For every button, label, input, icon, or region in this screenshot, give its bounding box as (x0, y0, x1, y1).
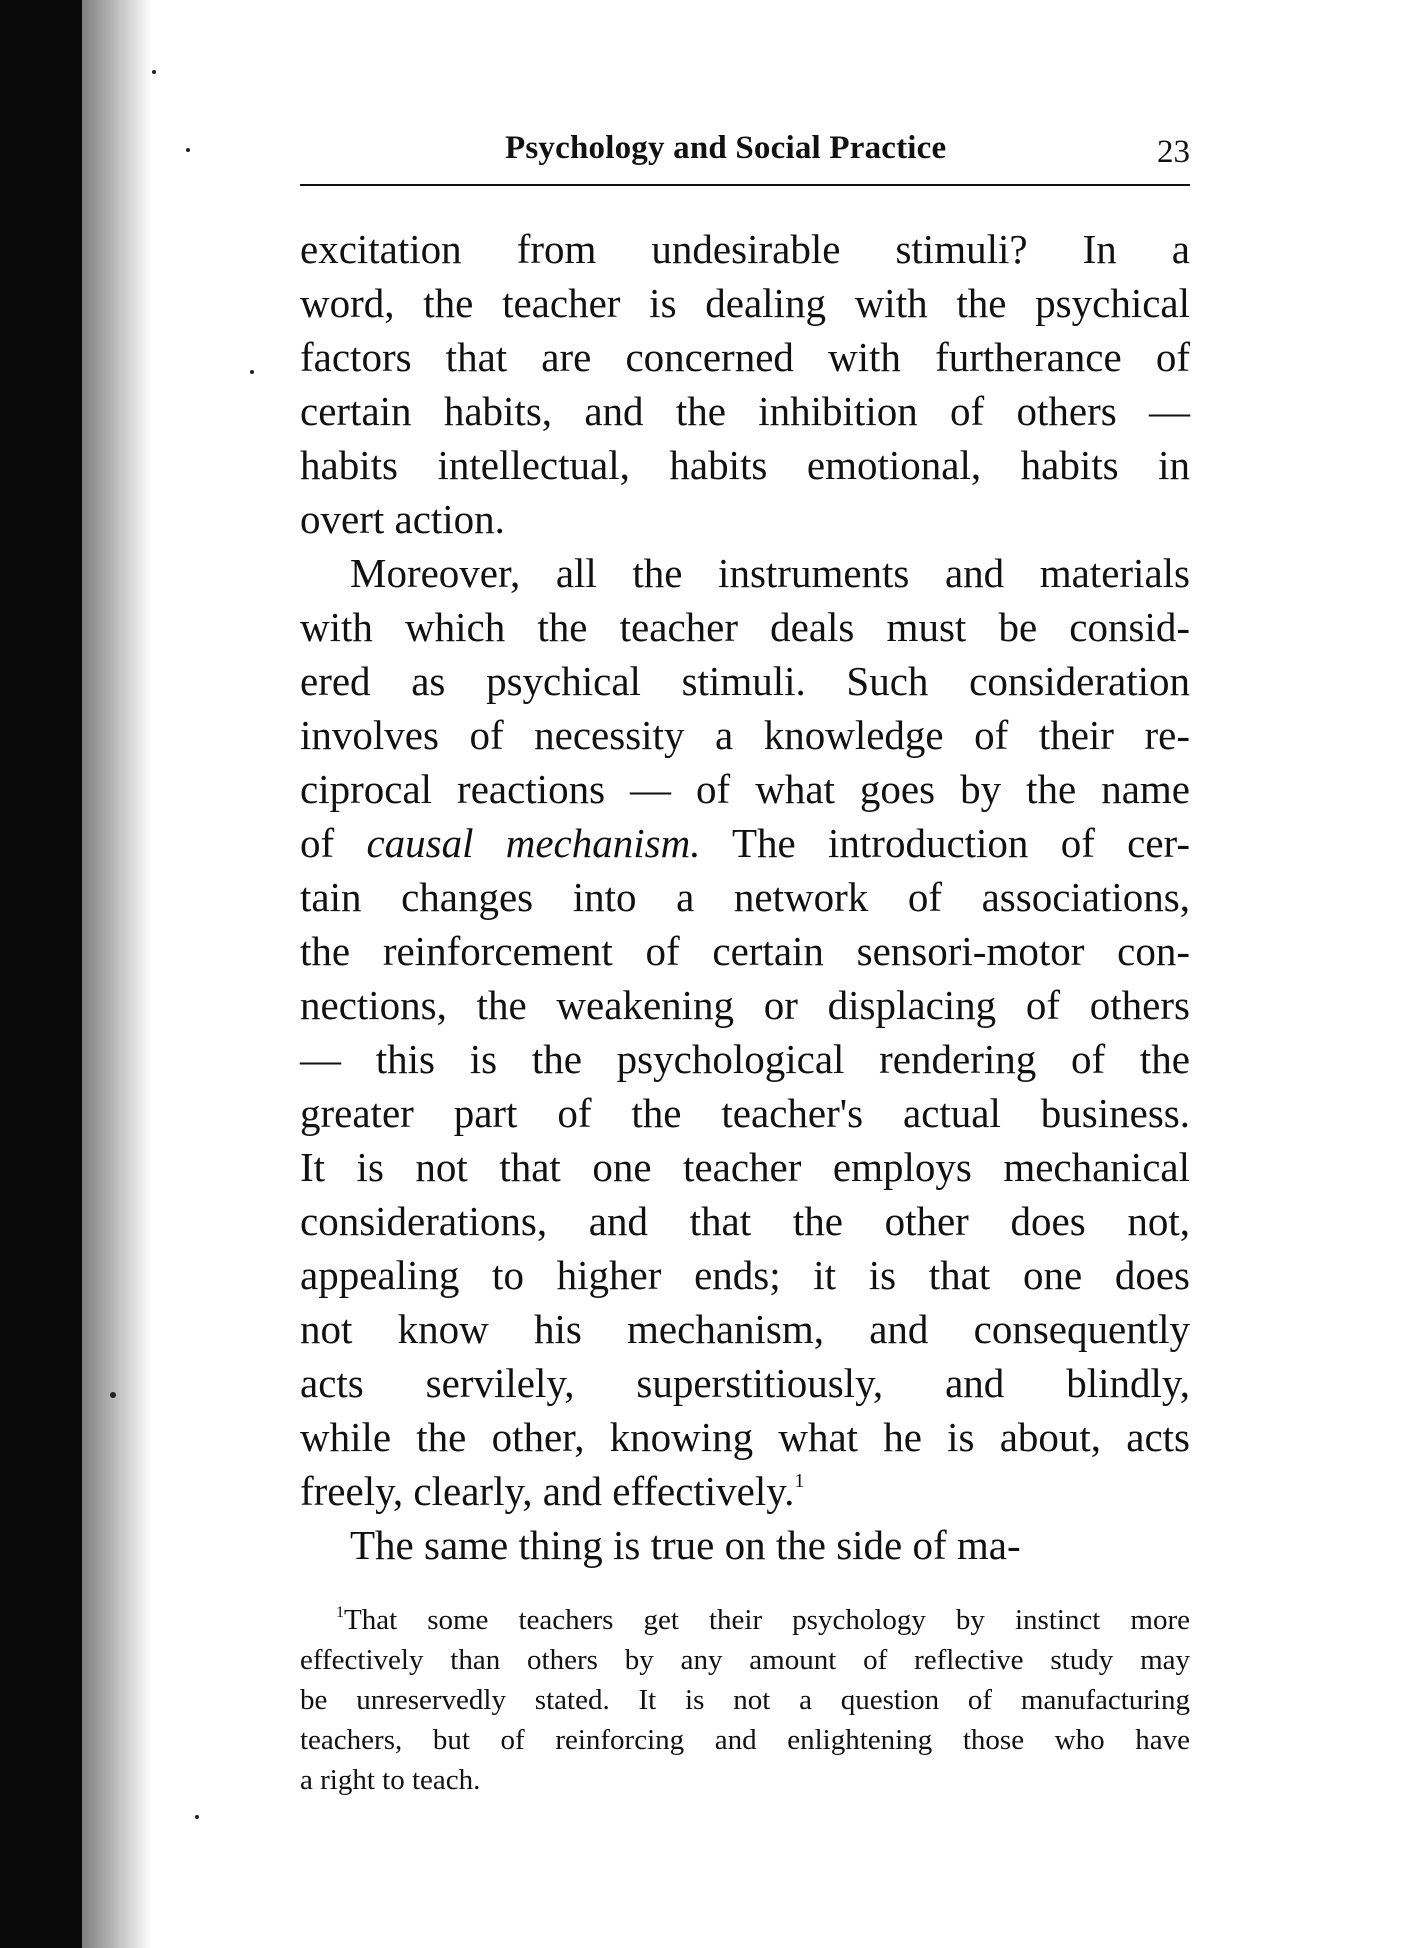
text-line: Moreover, all the instruments and materials (350, 550, 1190, 596)
text-line: nections, the weakening or displacing of others (300, 982, 1190, 1028)
text-line: involves of necessity a knowledge of their re- (300, 712, 1190, 758)
text-line: ciprocal reactions — of what goes by the name (300, 766, 1190, 812)
scan-speck (152, 70, 156, 74)
text-line: not know his mechanism, and consequently (300, 1306, 1190, 1352)
text-line: excitation from undesirable stimuli? In a (300, 226, 1190, 272)
running-title: Psychology and Social Practice (505, 130, 947, 166)
scan-speck (186, 148, 190, 152)
text-line: factors that are concerned with furtherance of (300, 334, 1190, 380)
text-run: freely, clearly, and effectively. (300, 1468, 795, 1514)
text-line-with-footnote-ref (300, 1464, 1190, 1518)
footnote-line: be unreservedly stated. It is not a question of manufacturing (300, 1684, 1190, 1716)
scan-speck (250, 370, 254, 374)
text-line: word, the teacher is dealing with the psychical (300, 280, 1190, 326)
text-run: The introduction of cer- (700, 820, 1191, 866)
text-line: overt action. (300, 496, 505, 542)
scan-gutter-fade (82, 0, 152, 1948)
text-line: with which the teacher deals must be consid- (300, 604, 1190, 650)
italic-term: causal mechanism. (366, 820, 701, 866)
text-line: The same thing is true on the side of ma- (350, 1522, 1021, 1568)
scan-gutter-shadow (0, 0, 82, 1948)
text-line: — this is the psychological rendering of the (300, 1036, 1190, 1082)
footnote-reference[interactable]: 1 (794, 1470, 805, 1492)
text-run: of (300, 820, 367, 866)
footnote-line (300, 1600, 1190, 1640)
text-line: certain habits, and the inhibition of others — (300, 388, 1190, 434)
body-text (300, 222, 1190, 1572)
text-line: considerations, and that the other does not, (300, 1198, 1190, 1244)
text-line: tain changes into a network of associations, (300, 874, 1190, 920)
scan-speck (110, 1392, 116, 1398)
text-line: habits intellectual, habits emotional, habits in (300, 442, 1190, 488)
running-head (300, 128, 1190, 186)
text-line: acts servilely, superstitiously, and blindly, (300, 1360, 1190, 1406)
scan-speck (195, 1815, 199, 1819)
footnote-marker: 1 (336, 1604, 344, 1621)
text-run: That some teachers get their psychology by instinct more (344, 1604, 1190, 1636)
text-line: appealing to higher ends; it is that one does (300, 1252, 1190, 1298)
text-line: It is not that one teacher employs mechanical (300, 1144, 1190, 1190)
text-line: ered as psychical stimuli. Such consideration (300, 658, 1190, 704)
page-number: 23 (1157, 134, 1190, 170)
text-line: greater part of the teacher's actual business. (300, 1090, 1190, 1136)
text-line: the reinforcement of certain sensori-motor con- (300, 928, 1190, 974)
footnote-line: effectively than others by any amount of reflective study may (300, 1644, 1190, 1676)
text-line: while the other, knowing what he is about, acts (300, 1414, 1190, 1460)
text-line-with-italic (300, 816, 1190, 870)
footnote-line: a right to teach. (300, 1764, 481, 1796)
footnote (300, 1600, 1190, 1800)
footnote-line: teachers, but of reinforcing and enlightening those who have (300, 1724, 1190, 1756)
